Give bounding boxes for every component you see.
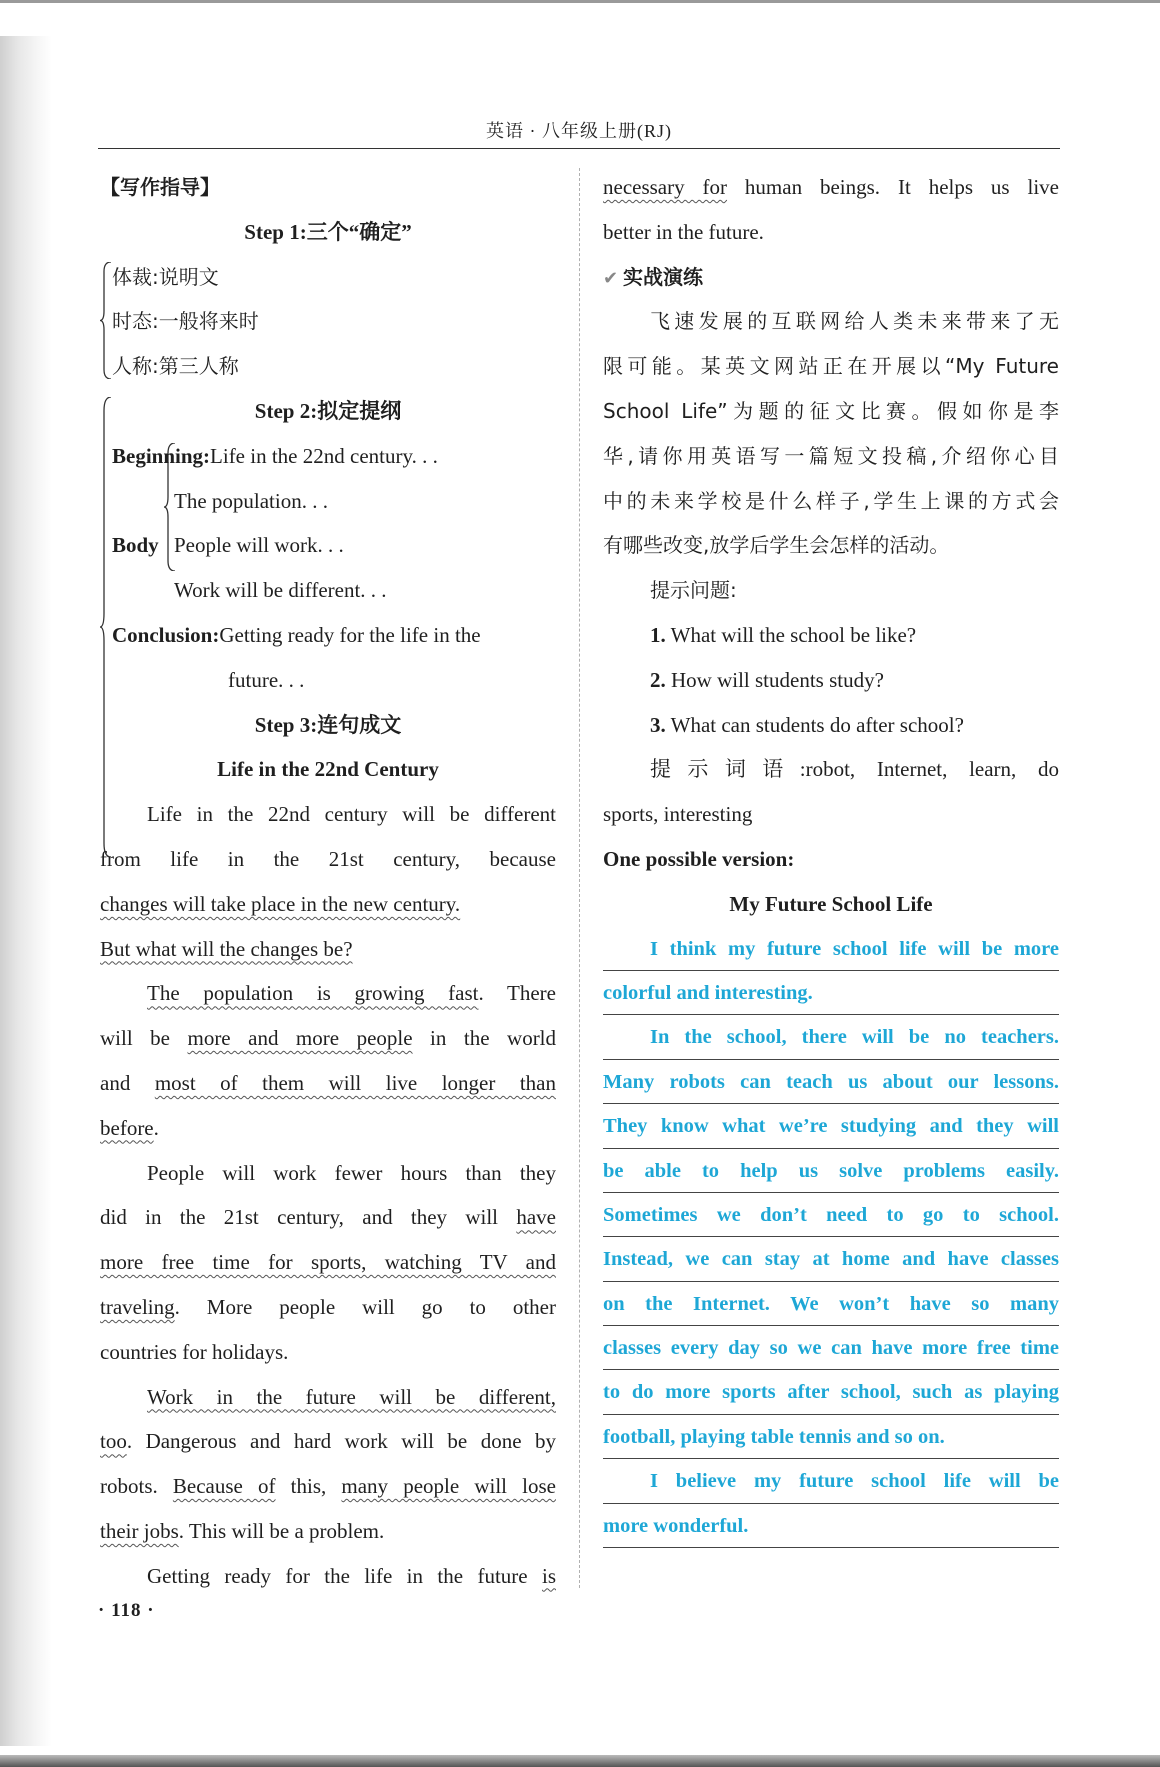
version-label: One possible version: [603, 846, 795, 871]
essay-p4-line4 [100, 1509, 556, 1554]
question-1 [603, 613, 1059, 658]
check-icon: ✔ [603, 267, 619, 289]
wavy-phrase: their jobs [100, 1518, 179, 1543]
question-text: What can students do after school? [665, 712, 964, 737]
header-rule [98, 148, 1060, 149]
task-line-6: 有哪些改变,放学后学生会怎样的活动。 [603, 533, 950, 558]
guide-title: 【写作指导】 [100, 175, 220, 199]
left-column [100, 165, 556, 1599]
wavy-phrase: is [541, 1563, 556, 1588]
person-line: 人称:第三人称 [112, 354, 239, 379]
text-run: this, [275, 1474, 342, 1499]
task-line-5: 中的未来学校是什么样子,学生上课的方式会 [603, 488, 1059, 513]
wavy-phrase: Work in the future will be different, [147, 1384, 556, 1409]
hint-words-1: 提示词语:robot, Internet, learn, do [650, 757, 1059, 782]
answer-line-5: They know what we’re studying and they will [603, 1104, 1059, 1148]
practice-title: 实战演练 [623, 264, 703, 289]
text-run: did in the 21st century, and they will [100, 1205, 517, 1230]
step3-heading: Step 3:连句成文 [254, 712, 402, 737]
page-number: · 118 · [98, 1600, 155, 1621]
wavy-phrase: Because of [172, 1474, 276, 1499]
outline-body-3: Work will be different. . . [174, 578, 387, 603]
essay-p4-line2 [100, 1419, 556, 1464]
conclusion-text-1: Getting ready for the life in the [219, 622, 481, 647]
answer-line-10: classes every day so we can have more free time [603, 1326, 1059, 1370]
answer-line-4: Many robots can teach us about our lessons. [603, 1060, 1059, 1104]
wavy-phrase: most of them will live longer than [154, 1070, 556, 1095]
essay-p3-line1: People will work fewer hours than they [147, 1160, 556, 1185]
essay-p4-line3 [100, 1464, 556, 1509]
answer-line-13: I believe my future school life will be [603, 1459, 1059, 1503]
hint-words-2: sports, interesting [603, 802, 753, 827]
conclusion-label: Conclusion: [112, 622, 220, 647]
wavy-phrase: more and more people [187, 1026, 413, 1051]
essay-p2-line1 [100, 971, 556, 1016]
answer-line-2: colorful and interesting. [603, 971, 1059, 1015]
text-run: human beings. It helps us live [727, 175, 1059, 199]
answer-line-3: In the school, there will be no teachers. [603, 1015, 1059, 1059]
text-run: . More people will go to other [174, 1294, 556, 1319]
question-number: 2. [650, 667, 666, 692]
wavy-phrase: many people will lose [341, 1474, 556, 1499]
essay-p1-line3 [100, 882, 556, 927]
text-run: and [100, 1070, 155, 1095]
wavy-phrase: more free time for sports, watching TV and [100, 1250, 556, 1275]
beginning-label: Beginning: [112, 443, 211, 468]
answer-line-14: more wonderful. [603, 1504, 1059, 1548]
task-line-1: 飞速发展的互联网给人类未来带来了无 [650, 309, 1059, 334]
answer-line-9: on the Internet. We won’t have so many [603, 1282, 1059, 1326]
wavy-phrase: necessary for [603, 175, 728, 199]
body-label: Body [112, 533, 159, 558]
question-number: 3. [650, 712, 666, 737]
page-header: 英语 · 八年级上册(RJ) [486, 121, 672, 141]
essay-p3-line4 [100, 1285, 556, 1330]
essay-p2-line3 [100, 1061, 556, 1106]
task-line-4: 华,请你用英语写一篇短文投稿,介绍你心目 [603, 443, 1059, 468]
bottom-edge [0, 1755, 1160, 1767]
essay-p3-line2 [100, 1195, 556, 1240]
wavy-phrase: But what will the changes be? [100, 936, 353, 961]
question-text: How will students study? [665, 667, 884, 692]
page-curl-shadow [0, 36, 52, 1746]
tense-line: 时态:一般将来时 [112, 309, 259, 334]
text-run: in the world [412, 1026, 557, 1051]
essay-continued-2: better in the future. [603, 219, 764, 244]
conclusion-text-2: future. . . [228, 667, 305, 692]
wavy-phrase: have [516, 1205, 556, 1230]
question-3 [603, 703, 1059, 748]
task-line-3: School Life”为题的征文比赛。假如你是李 [603, 398, 1059, 423]
essay-continued-1 [603, 165, 1059, 210]
wavy-phrase: traveling [100, 1294, 175, 1319]
essay-p1-line4 [100, 927, 556, 972]
wavy-phrase: before [100, 1115, 154, 1140]
essay-p3-line5: countries for holidays. [100, 1339, 289, 1364]
text-run: will be [100, 1026, 188, 1051]
text-run: robots. [100, 1474, 173, 1499]
wavy-phrase: changes will take place in the new century. [100, 891, 461, 916]
outline-conclusion [100, 613, 556, 658]
step1-heading: Step 1:三个“确定” [244, 219, 412, 244]
question-number: 1. [650, 622, 666, 647]
text-run: . There [478, 981, 556, 1006]
essay-p1-line1: Life in the 22nd century will be different [147, 802, 556, 827]
task-line-2: 限可能。某英文网站正在开展以“My Future [603, 354, 1059, 379]
answer-line-8: Instead, we can stay at home and have classes [603, 1237, 1059, 1281]
wavy-phrase: too [100, 1429, 127, 1454]
answer-title: My Future School Life [729, 891, 933, 916]
text-run: Getting ready for the life in the future [147, 1563, 542, 1588]
answer-line-7: Sometimes we don’t need to go to school. [603, 1193, 1059, 1237]
text-run: . Dangerous and hard work will be done by [126, 1429, 556, 1454]
step2-heading: Step 2:拟定提纲 [254, 398, 402, 423]
genre-line: 体裁:说明文 [112, 264, 219, 289]
outline-beginning [100, 434, 556, 479]
answer-line-1: I think my future school life will be more [603, 927, 1059, 971]
essay-p2-line4 [100, 1106, 556, 1151]
outline-body-2 [100, 523, 556, 568]
text-run: . This will be a problem. [178, 1518, 385, 1543]
answer-line-12: football, playing table tennis and so on. [603, 1415, 1059, 1459]
text-run: . [153, 1115, 159, 1140]
question-2 [603, 658, 1059, 703]
essay-p4-line1 [100, 1375, 556, 1420]
essay-title: Life in the 22nd Century [217, 757, 439, 782]
right-column [603, 165, 1059, 1548]
beginning-text: Life in the 22nd century. . . [210, 443, 438, 468]
wavy-phrase: The population is growing fast [147, 981, 479, 1006]
practice-heading [603, 255, 1059, 300]
question-text: What will the school be like? [665, 622, 917, 647]
body-2-text: People will work. . . [174, 533, 344, 558]
outline-body-1: The population. . . [174, 488, 328, 513]
essay-p2-line2 [100, 1016, 556, 1061]
essay-p1-line2: from life in the 21st century, because [100, 846, 556, 871]
answer-line-6: be able to help us solve problems easily. [603, 1149, 1059, 1193]
essay-p5-line1 [100, 1554, 556, 1599]
answer-line-11: to do more sports after school, such as playing [603, 1370, 1059, 1414]
essay-p3-line3 [100, 1240, 556, 1285]
hint-title: 提示问题: [650, 578, 737, 603]
top-edge [0, 0, 1160, 3]
column-divider [579, 168, 580, 1588]
